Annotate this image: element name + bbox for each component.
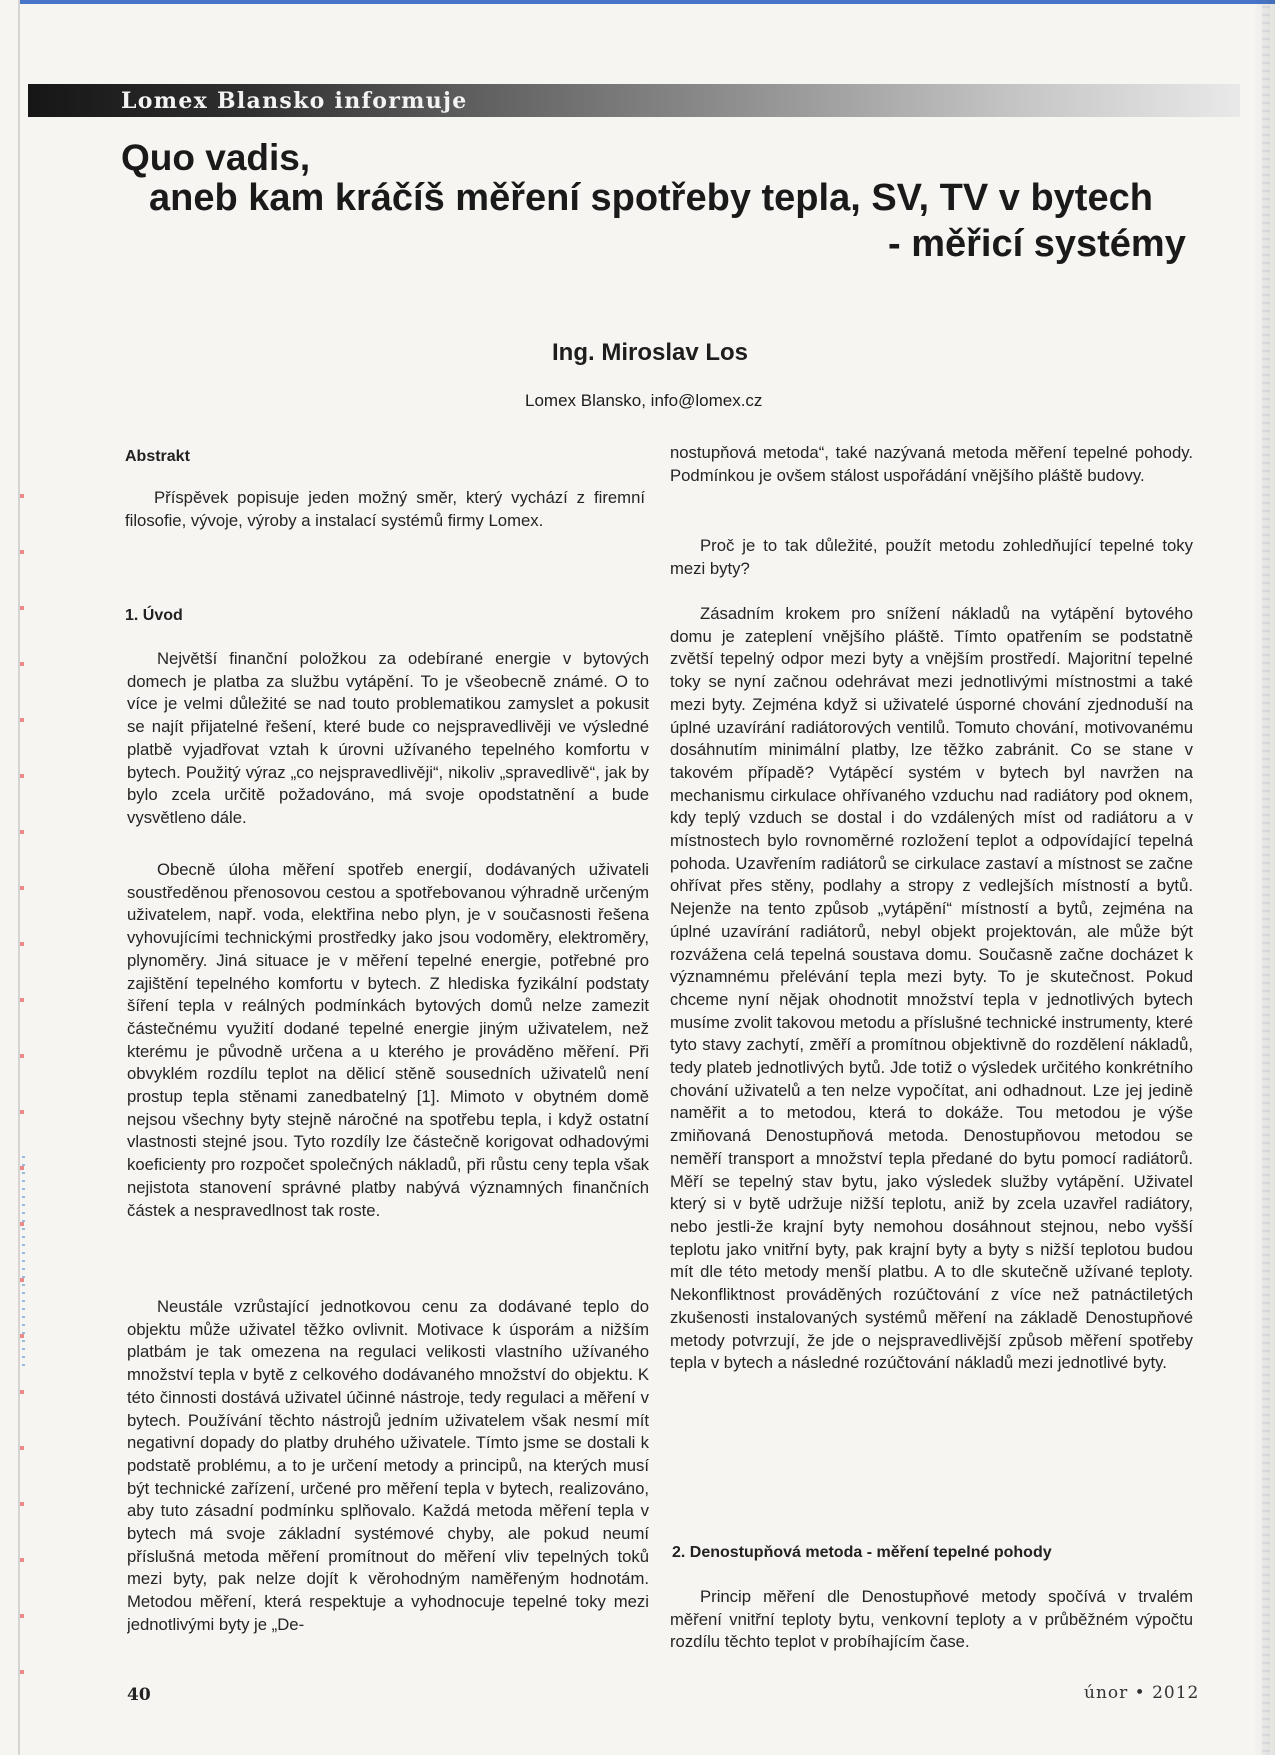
intro-paragraph-1: Největší finanční položkou za odebírané energie v bytových domech je platba za službu vytápění. To je všeobecně známé. O to více je velmi důležité se nad touto problematikou zamyslet a pokusit se najít přijatelné řešení, které bude co nejspravedlivěji ve výsledné platbě vyjadřovat vztah k úrovni užívaného tepelného komfortu v bytech. Použitý výraz „co nejspravedlivěji“, nikoliv „spravedlivě“, jak by bylo zcela určitě požadováno, má svoje opodstatnění a bude vysvětleno dále. bbox=[127, 649, 649, 827]
issue-date: únor • 2012 bbox=[1084, 1683, 1200, 1703]
right-scan-edge bbox=[1262, 0, 1270, 1755]
author-name: Ing. Miroslav Los bbox=[552, 339, 749, 366]
abstract-heading: Abstrakt bbox=[125, 448, 190, 465]
section-header-text: Lomex Blansko informuje bbox=[121, 88, 468, 114]
method-paragraph: Princip měření dle Denostupňové metody spočívá v trvalém měření vnitřní teploty bytu, venkovní teploty a v průběžném výpočtu rozdílu těchto teplot v probíhajícím čase. bbox=[670, 1587, 1193, 1652]
top-edge-line bbox=[18, 0, 1275, 4]
right-column-paragraph-2: Proč je to tak důležité, použít metodu zohledňující tepelné toky mezi byty? bbox=[670, 536, 1193, 578]
article-title-line-1: Quo vadis, bbox=[121, 137, 311, 178]
article-title-line-3: - měřicí systémy bbox=[888, 223, 1186, 265]
right-column-paragraph-1: nostupňová metoda“, také nazývaná metoda měření tepelné pohody. Podmínkou je ovšem stálost uspořádání vnějšího pláště budovy. bbox=[670, 443, 1193, 485]
author-affiliation: Lomex Blansko, info@lomex.cz bbox=[525, 391, 763, 410]
page-number: 40 bbox=[127, 1685, 151, 1705]
left-blue-marks bbox=[22, 1150, 25, 1370]
article-title-line-2: aneb kam kráčíš měření spotřeby tepla, SV, TV v bytech bbox=[149, 177, 1153, 219]
right-column-paragraph-3: Zásadním krokem pro snížení nákladů na vytápění bytového domu je zateplení vnějšího pláště. Tímto opatřením se podstatně zvětší tepelný odpor mezi byty a vnějším prostředí. Majoritní tepelné toky se nyní začnou odehrávat mezi jednotlivými místnostmi a také mezi byty. Zejména když si uživatelé úsporné chování zjednoduší na úplné uzavírání radiátorových ventilů. Tomuto chování, motivovanému dosáhnutím minimální platby, lze těžko zabránit. Co se stane v takovém případě? Vytápěcí systém v bytech byl navržen na mechanismu cirkulace ohřívaného vzduchu nad radiátory pod oknem, kdy teplý vzduch se dostal i do vzdálených míst od radiátoru a v místnostech bylo rovnoměrné rozložení teplot a odpovídající tepelná pohoda. Uzavřením radiátorů se cirkulace zastaví a místnost se začne ohřívat přes stěny, podlahy a stropy z vedlejších místností a bytů. Nejenže na tento způsob „vytápění“ místností a bytů, zejména na úplné uzavírání radiátorů, nebyl objekt projektován, ale může být rozvážena celá tepelná soustava domu. Současně začne docházet k významnému přelévání tepla mezi byty. To je skutečnost. Pokud chceme nyní nějak ohodnotit množství tepla v jednotlivých bytech musíme zvolit takovou metodu a příslušné technické instrumenty, které tyto stavy zachytí, změří a promítnou objektivně do rozdělení nákladů, tedy plateb jednotlivých bytů. Jde totiž o výsledek určitého konkrétního chování uživatelů a ten nelze vypočítat, ani odhadnout. Lze jej jedině naměřit a to metodou, která to dokáže. Tou metodou je výše zmiňovaná Denostupňová metoda. Denostupňovou metodou se neměří transport a množství tepla předané do bytu pomocí radiátorů. Měří se tepelný stav bytu, jako výsledek služby vytápění. Uživatel který si v bytě udržuje nižší teplotu, aniž by zcela uzavřel radiátory, nebo jestli-že krajní byty nemohou dosáhnout stejnou, nebo vyšší teplotu jako vnitřní byty, pak krajní byty a byty s nižší teplotou budou mít dle této metody menší platbu. A to dle skutečně užívané teploty. Nekonfliktnost prováděných rozúčtování z více než patnáctiletých zkušenosti instalovaných systémů měření na základě Denostupňové metody potvrzují, že jde o nejspravedlivější způsob měření spotřeby tepla v bytech a následné rozúčtování nákladů mezi jednotlivé byty. bbox=[670, 604, 1193, 1373]
intro-paragraph-3: Neustále vzrůstající jednotkovou cenu za dodávané teplo do objektu může uživatel těžko ovlivnit. Motivace k úsporám a nižším platbám je tak omezena na regulaci velikosti vlastního užívaného množství tepla v bytě z celkového dodávaného množství do objektu. K této činnosti dostává uživatel účinné nástroje, tedy regulaci a měření v bytech. Používání těchto nástrojů jedním uživatelem však nesmí mít negativní dopady do platby druhého uživatele. Tímto jsme se dostali k podstatě problému, a to je určení metody a principů, na kterých musí být technické zařízení, určené pro měření tepla v bytech, realizováno, aby tuto zásadní podmínku splňovalo. Každá metoda měření tepla v bytech má svoje základní systémové chyby, ale pokud neumí příslušná metoda měření promítnout do měření vliv tepelných toků mezi byty, pak nelze dojít k věrohodným naměřeným hodnotám. Metodou měření, která respektuje a vyhodnocuje tepelné toky mezi jednotlivými byty je „De- bbox=[127, 1297, 649, 1634]
introduction-heading: 1. Úvod bbox=[125, 607, 183, 624]
intro-paragraph-2: Obecně úloha měření spotřeb energií, dodávaných uživateli soustředěnou přenosovou cestou a spotřebovanou výhradně určeným uživatelem, např. voda, elektřina nebo plyn, je v současnosti řešena vyhovujícími technickými prostředky jako jsou vodoměry, elektroměry, plynoměry. Jiná situace je v měření tepelné energie, potřebné pro zajištění tepelného komfortu v bytech. Z hlediska fyzikální podstaty šíření tepla v reálných podmínkách bytových domů nelze zamezit částečnému využití dodané tepelné energie jiným uživatelem, než kterému je původně určena a u kterého je prováděno měření. Při obvyklém rozdílu teplot na dělicí stěně sousedních uživatelů není prostup tepla stěnami zanedbatelný [1]. Mimoto v obytném domě nejsou všechny byty stejně náročné na spotřebu tepla, i když ostatní vlastnosti stejné jsou. Tyto rozdíly lze částečně korigovat odhadovými koeficienty pro rozpočet společných nákladů, při růstu ceny tepla však nejistota stanovení správné platby nabývá významných finančních částek a nespravedlnost tak roste. bbox=[127, 860, 649, 1220]
method-heading: 2. Denostupňová metoda - měření tepelné pohody bbox=[672, 1544, 1052, 1561]
left-color-marks bbox=[20, 470, 24, 1690]
abstract-paragraph: Příspěvek popisuje jeden možný směr, který vychází z firemní filosofie, vývoje, výroby a instalací systémů firmy Lomex. bbox=[125, 488, 645, 530]
